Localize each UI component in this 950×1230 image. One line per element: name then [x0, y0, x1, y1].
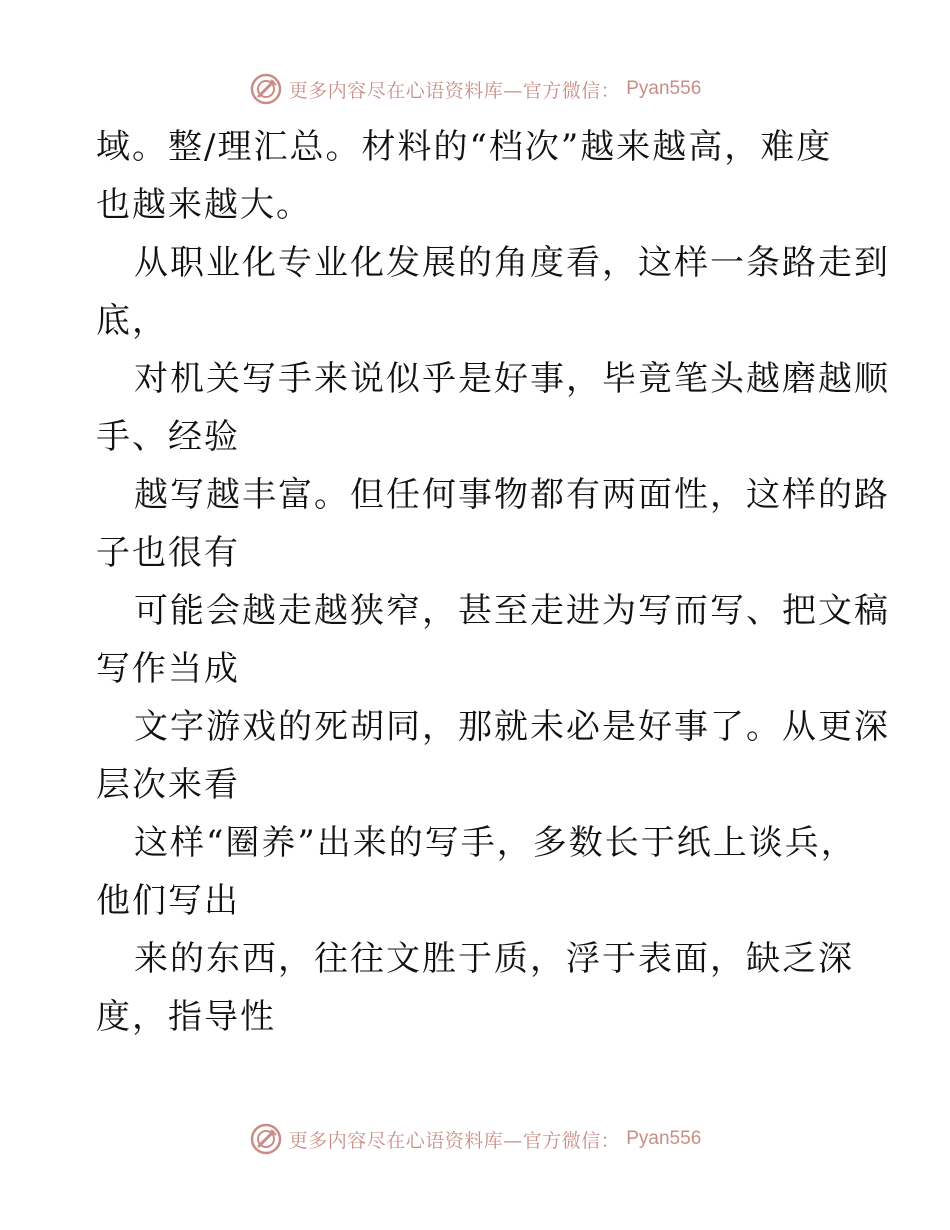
watermark-wechat-id: Pyan556 [626, 78, 702, 99]
text-line: 域。整/理汇总。材料的“档次”越来越高，难度 [96, 127, 833, 167]
text-line: 他们写出 [96, 881, 240, 921]
watermark-wechat-id: Pyan556 [626, 1128, 702, 1149]
library-logo-icon [249, 1122, 283, 1156]
text-line: 从职业化专业化发展的角度看，这样一条路走到 [134, 243, 890, 283]
text-line: 手、经验 [96, 417, 240, 457]
text-line: 越写越丰富。但任何事物都有两面性，这样的路 [134, 475, 890, 515]
watermark-text: 更多内容尽在心语资料库—官方微信： [288, 79, 621, 102]
library-logo-icon [249, 72, 283, 106]
text-line: 子也很有 [96, 533, 240, 573]
text-line: 文字游戏的死胡同，那就未必是好事了。从更深 [134, 707, 890, 747]
text-line: 度，指导性 [96, 997, 276, 1037]
text-line: 底， [96, 301, 168, 341]
text-line: 来的东西，往往文胜于质，浮于表面，缺乏深 [134, 939, 854, 979]
watermark-text: 更多内容尽在心语资料库—官方微信： [288, 1129, 621, 1152]
text-line: 写作当成 [96, 649, 240, 689]
text-line: 对机关写手来说似乎是好事，毕竟笔头越磨越顺 [134, 359, 890, 399]
text-line: 可能会越走越狭窄，甚至走进为写而写、把文稿 [134, 591, 890, 631]
footer-watermark [0, 1122, 950, 1156]
document-body [96, 118, 890, 1046]
text-line: 层次来看 [96, 765, 240, 805]
text-line: 也越来越大。 [96, 185, 312, 225]
text-line: 这样“圈养”出来的写手，多数长于纸上谈兵， [134, 823, 857, 863]
header-watermark [0, 72, 950, 106]
